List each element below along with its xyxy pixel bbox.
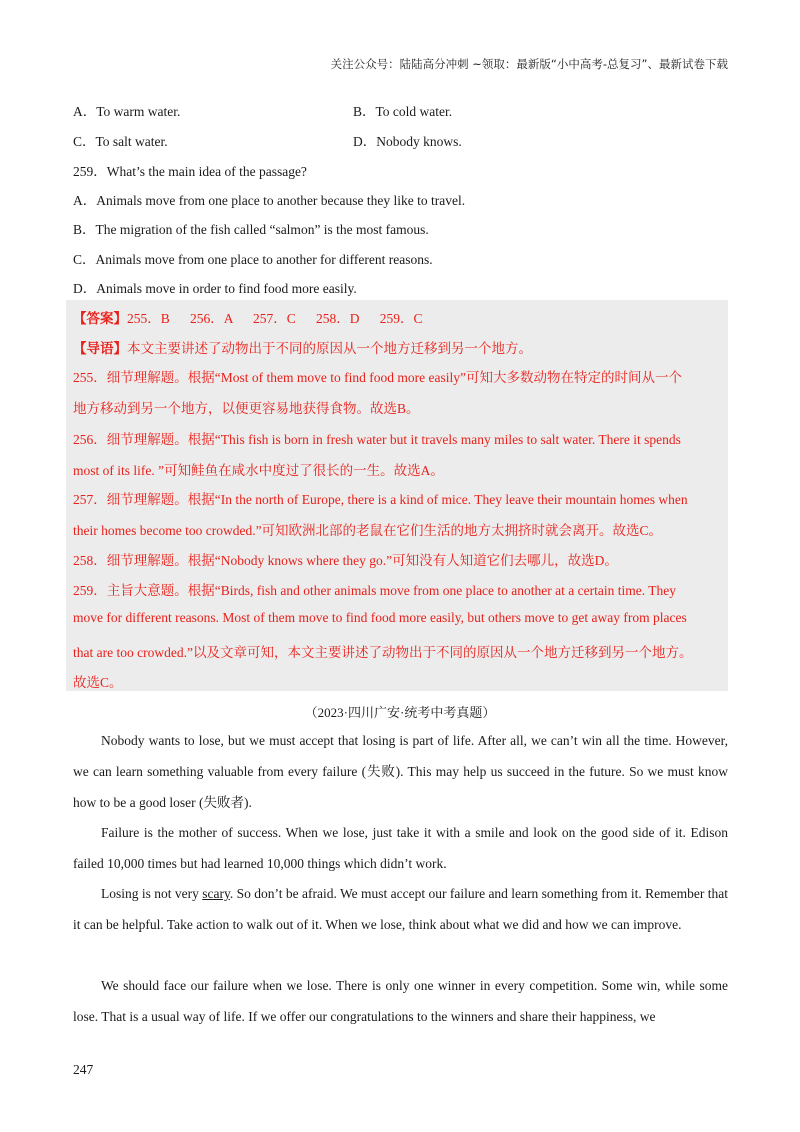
q258-option-d: D．Nobody knows. bbox=[353, 134, 462, 149]
passage-paragraph-4 bbox=[73, 970, 728, 1032]
explanation-259-line-2: move for different reasons. Most of them move to find food more easily, but others move to get away from places bbox=[73, 610, 687, 625]
passage-paragraph-1-text: Nobody wants to lose, but we must accept that losing is part of life. After all, we can’t win all the time. However, we can learn something valuable from every failure (失败). This may help us succeed in the future. So we must know how to be a good loser (失败者). bbox=[73, 733, 728, 810]
passage-paragraph-2-text: Failure is the mother of success. When we lose, just take it with a smile and look on the good side of it. Edison failed 10,000 times but had learned 10,000 things which didn’t work. bbox=[73, 825, 728, 871]
guide-label: 【导语】 bbox=[73, 341, 127, 356]
explanation-259-line-4: 故选C。 bbox=[73, 675, 123, 690]
q259-option-d: D．Animals move in order to find food more easily. bbox=[73, 281, 357, 296]
q259-stem: 259．What’s the main idea of the passage? bbox=[73, 164, 307, 179]
passage-paragraph-2 bbox=[73, 817, 728, 879]
answers-list: 255．B 256．A 257．C 258．D 259．C bbox=[127, 311, 423, 326]
explanation-259-line-3: that are too crowded.”以及文章可知，本文主要讲述了动物出于不同的原因从一个地方迁移到另一个地方。 bbox=[73, 645, 693, 660]
page-number: 247 bbox=[73, 1062, 94, 1077]
passage-paragraph-3 bbox=[73, 878, 728, 940]
explanation-258-line-1: 258．细节理解题。根据“Nobody knows where they go.”可知没有人知道它们去哪儿，故选D。 bbox=[73, 553, 618, 568]
header-note: 关注公众号：陆陆高分冲刺 ~领取：最新版“小中高考-总复习”、最新试卷下载 bbox=[330, 57, 728, 71]
q259-option-a: A．Animals move from one place to another because they like to travel. bbox=[73, 193, 466, 208]
q258-option-b: B．To cold water. bbox=[353, 104, 453, 119]
passage-paragraph-3-text-before: Losing is not very bbox=[101, 886, 203, 901]
answers-line bbox=[73, 307, 728, 327]
q259-option-b: B．The migration of the fish called “salmon” is the most famous. bbox=[73, 222, 429, 237]
explanation-259-line-1: 259．主旨大意题。根据“Birds, fish and other animals move from one place to another at a certain time. They bbox=[73, 583, 676, 598]
explanation-255-line-1: 255．细节理解题。根据“Most of them move to find food more easily”可知大多数动物在特定的时间从一个 bbox=[73, 370, 682, 385]
answers-label: 【答案】 bbox=[73, 311, 127, 326]
q258-options-row-1 bbox=[73, 100, 733, 120]
explanation-257-line-2: their homes become too crowded.”可知欧洲北部的老鼠在它们生活的地方太拥挤时就会离开。故选C。 bbox=[73, 523, 663, 538]
guide-line bbox=[73, 337, 728, 357]
explanation-257-line-1: 257．细节理解题。根据“In the north of Europe, there is a kind of mice. They leave their mountain homes when bbox=[73, 492, 688, 507]
passage-paragraph-3-text-after: . So don’t be afraid. We must accept our failure and learn something from it. Remember that it can be helpful. Take action to walk out of it. When we lose, think about what we did and how we can improve. bbox=[73, 886, 729, 932]
passage-paragraph-4-text: We should face our failure when we lose. There is only one winner in every competition. Some win, while some lose. That is a usual way of life. If we offer our congratulations to the winners and share their happiness, we bbox=[73, 978, 728, 1024]
guide-text: 本文主要讲述了动物出于不同的原因从一个地方迁移到另一个地方。 bbox=[127, 341, 532, 356]
explanation-255-line-2: 地方移动到另一个地方，以便更容易地获得食物。故选B。 bbox=[73, 401, 420, 416]
passage-source: （2023·四川广安·统考中考真题） bbox=[304, 705, 496, 720]
explanation-256-line-1: 256．细节理解题。根据“This fish is born in fresh water but it travels many miles to salt water. There it spends bbox=[73, 432, 681, 447]
explanation-256-line-2: most of its life. ”可知鲑鱼在咸水中度过了很长的一生。故选A。 bbox=[73, 463, 444, 478]
passage-paragraph-1 bbox=[73, 725, 728, 818]
q258-options-row-2 bbox=[73, 130, 733, 150]
q258-option-a: A．To warm water. bbox=[73, 104, 181, 119]
q259-option-c: C．Animals move from one place to another for different reasons. bbox=[73, 252, 433, 267]
q258-option-c: C．To salt water. bbox=[73, 134, 168, 149]
underlined-word-scary: scary bbox=[202, 886, 230, 901]
